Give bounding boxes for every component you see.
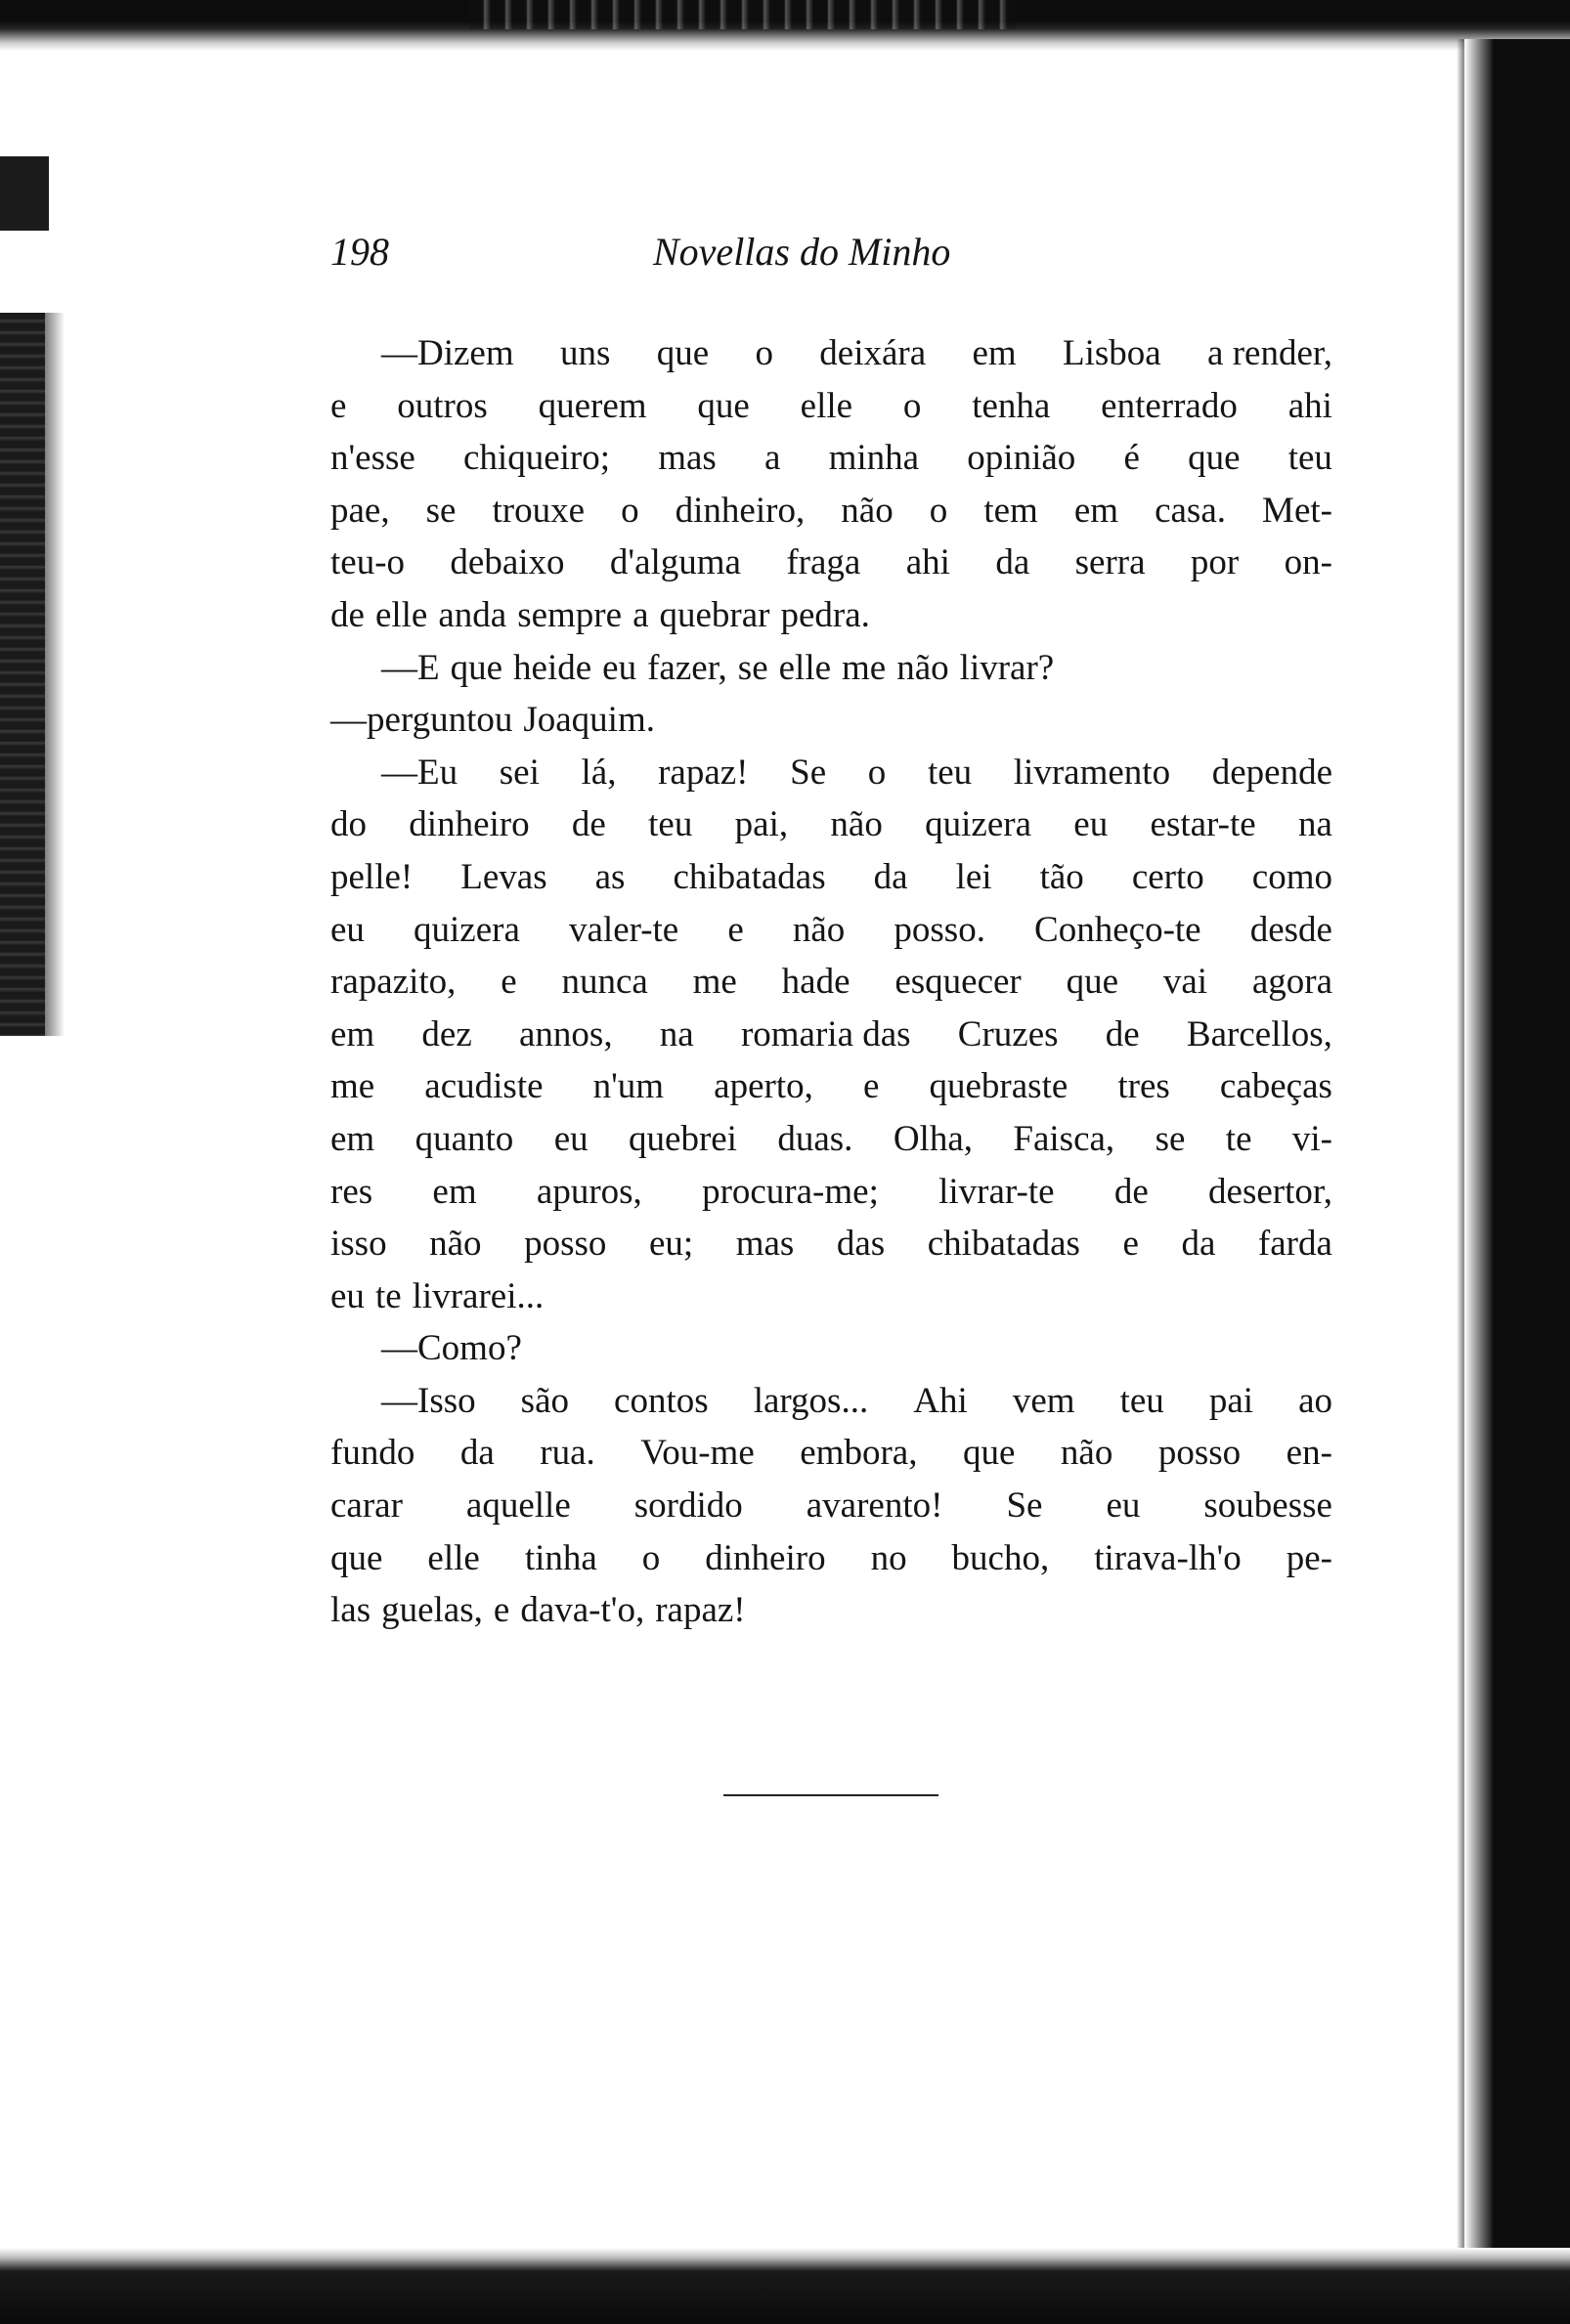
text-line	[330, 747, 1332, 799]
word: em	[330, 1118, 375, 1159]
word: avarento!	[806, 1485, 943, 1527]
word: não	[429, 1224, 482, 1265]
word: e	[1122, 1224, 1139, 1265]
word: das	[836, 1224, 886, 1265]
word: de	[571, 804, 606, 845]
word: estar-te	[1150, 804, 1256, 845]
word: hade	[781, 962, 850, 1003]
word: en-	[1286, 1433, 1332, 1474]
running-head	[330, 223, 1337, 281]
scan-left-binding-shadow	[0, 313, 45, 1036]
scan-left-fade	[45, 313, 65, 1036]
word: eu	[1106, 1485, 1141, 1527]
word: chiqueiro;	[463, 438, 611, 479]
word: quizera	[925, 804, 1031, 845]
word: em	[330, 1013, 375, 1054]
word: são	[520, 1380, 569, 1421]
word: não	[896, 647, 949, 688]
word: de	[330, 594, 365, 635]
word: rapaz!	[658, 752, 749, 793]
word: teu	[648, 804, 693, 845]
book-title: Novellas do Minho	[653, 230, 951, 274]
word: pae,	[330, 490, 390, 531]
word: depende	[1211, 752, 1332, 793]
word: dinheiro,	[675, 490, 806, 531]
word: de	[1105, 1013, 1140, 1054]
word: romaria das	[740, 1013, 911, 1054]
word: tão	[1039, 856, 1084, 897]
word: se	[737, 647, 768, 688]
word: tem	[983, 490, 1038, 531]
word: elle	[374, 594, 428, 635]
word: por	[1190, 542, 1240, 583]
word: cabeças	[1219, 1066, 1332, 1107]
word: Faisca,	[1013, 1118, 1115, 1159]
word: que	[697, 385, 750, 426]
word: dez	[421, 1013, 472, 1054]
word: —perguntou	[330, 700, 513, 741]
word: Vou-me	[640, 1433, 755, 1474]
word: ao	[1298, 1380, 1332, 1421]
word: eu	[602, 647, 637, 688]
word: a	[632, 594, 649, 635]
word: dava-t'o,	[520, 1590, 645, 1631]
word: anda	[438, 594, 507, 635]
word: —Eu	[381, 752, 458, 793]
text-line	[330, 380, 1332, 433]
text-line	[330, 1113, 1332, 1166]
word: agora	[1251, 962, 1332, 1003]
word: posso	[524, 1224, 607, 1265]
word: vem	[1012, 1380, 1075, 1421]
text-line	[330, 1322, 1332, 1375]
word: fraga	[786, 542, 861, 583]
word: que	[656, 333, 710, 373]
word: ahi	[1287, 385, 1332, 426]
word: quebrei	[629, 1118, 737, 1159]
word: rapazito,	[330, 962, 457, 1003]
word: as	[594, 856, 626, 897]
word: dinheiro	[409, 804, 530, 845]
word: se	[1155, 1118, 1186, 1159]
word: trouxe	[492, 490, 586, 531]
word: Cruzes	[957, 1013, 1059, 1054]
word: —E	[381, 647, 440, 688]
word: teu	[927, 752, 973, 793]
word: quizera	[414, 909, 520, 950]
word: mas	[658, 438, 717, 479]
text-line	[330, 1480, 1332, 1532]
word: me	[842, 647, 887, 688]
word: a render,	[1207, 333, 1332, 373]
word: Ahi	[913, 1380, 968, 1421]
text-line	[330, 642, 1332, 695]
text-line	[330, 1532, 1332, 1585]
scan-right-edge	[1494, 39, 1570, 2324]
word: mas	[735, 1224, 795, 1265]
word: quanto	[414, 1118, 514, 1159]
word: em	[972, 333, 1017, 373]
word: annos,	[519, 1013, 613, 1054]
word: lei	[955, 856, 992, 897]
word: teu	[1287, 438, 1332, 479]
word: o	[867, 752, 887, 793]
word: querem	[538, 385, 647, 426]
word: o	[902, 385, 922, 426]
word: na	[1297, 804, 1332, 845]
word: tenha	[972, 385, 1051, 426]
word: Levas	[460, 856, 547, 897]
word: d'alguma	[609, 542, 741, 583]
word: on-	[1284, 542, 1332, 583]
word: apuros,	[536, 1171, 642, 1212]
word: não	[841, 490, 894, 531]
word: da	[459, 1433, 495, 1474]
word: ahi	[905, 542, 950, 583]
word: eu;	[648, 1224, 694, 1265]
word: eu	[330, 909, 365, 950]
word: o	[755, 333, 773, 373]
scan-top-smear	[469, 0, 1017, 29]
word: tirava-lh'o	[1094, 1537, 1242, 1578]
text-line	[330, 432, 1332, 485]
word: sei	[499, 752, 540, 793]
word: livramento	[1013, 752, 1171, 793]
word: heide	[513, 647, 592, 688]
body-text	[330, 327, 1332, 1637]
word: Lisboa	[1063, 333, 1161, 373]
word: guelas,	[381, 1590, 483, 1631]
word: que	[450, 647, 503, 688]
text-line	[330, 1375, 1332, 1428]
word: desertor,	[1208, 1171, 1332, 1212]
word: livrarei...	[412, 1275, 545, 1316]
word: no	[870, 1537, 907, 1578]
word: contos	[614, 1380, 709, 1421]
word: vai	[1162, 962, 1208, 1003]
word: posso.	[894, 909, 985, 950]
word: —Como?	[381, 1328, 522, 1369]
text-line	[330, 589, 1332, 642]
text-line	[330, 798, 1332, 851]
text-line	[330, 1166, 1332, 1219]
word: e	[727, 909, 744, 950]
word: duas.	[777, 1118, 853, 1159]
word: eu	[553, 1118, 589, 1159]
word: te	[374, 1275, 402, 1316]
word: do	[330, 804, 367, 845]
word: outros	[397, 385, 488, 426]
word: livrar?	[959, 647, 1055, 688]
word: pai	[1208, 1380, 1254, 1421]
word: acudiste	[424, 1066, 544, 1107]
word: carar	[330, 1485, 403, 1527]
word: soubesse	[1203, 1485, 1332, 1527]
word: elle	[800, 385, 853, 426]
word: vi-	[1291, 1118, 1332, 1159]
word: tinha	[524, 1537, 597, 1578]
word: nunca	[561, 962, 648, 1003]
word: lá,	[581, 752, 617, 793]
word: te	[1225, 1118, 1252, 1159]
word: da	[873, 856, 908, 897]
word: elle	[778, 647, 832, 688]
word: que	[330, 1537, 383, 1578]
word: que	[1188, 438, 1241, 479]
word: o	[641, 1537, 661, 1578]
word: pedra.	[780, 594, 870, 635]
word: que	[1066, 962, 1118, 1003]
text-line	[330, 1427, 1332, 1480]
word: e	[501, 962, 517, 1003]
word: chibatadas	[673, 856, 826, 897]
word: farda	[1257, 1224, 1332, 1265]
word: isso	[330, 1224, 387, 1265]
word: esquecer	[894, 962, 1022, 1003]
text-line	[330, 851, 1332, 904]
word: las	[330, 1590, 371, 1631]
text-line	[330, 1270, 1332, 1323]
word: debaixo	[450, 542, 565, 583]
word: opinião	[967, 438, 1076, 479]
word: res	[330, 1171, 373, 1212]
word: pai,	[734, 804, 789, 845]
word: posso	[1157, 1433, 1242, 1474]
word: que	[962, 1433, 1016, 1474]
word: não	[1060, 1433, 1113, 1474]
text-line	[330, 904, 1332, 957]
word: se	[425, 490, 457, 531]
word: deixára	[819, 333, 927, 373]
text-line	[330, 1009, 1332, 1061]
word: teu-o	[330, 542, 406, 583]
word: me	[692, 962, 737, 1003]
word: Se	[790, 752, 827, 793]
scan-right-gutter	[1464, 39, 1494, 2324]
word: valer-te	[569, 909, 679, 950]
word: procura-me;	[702, 1171, 879, 1212]
word: Conheço-te	[1034, 909, 1201, 950]
word: da	[1181, 1224, 1216, 1265]
text-line	[330, 694, 1332, 747]
word: rua.	[540, 1433, 595, 1474]
word: e	[493, 1590, 510, 1631]
word: o	[929, 490, 948, 531]
word: não	[830, 804, 883, 845]
word: embora,	[800, 1433, 918, 1474]
word: pelle!	[330, 856, 414, 897]
word: Olha,	[893, 1118, 974, 1159]
word: bucho,	[951, 1537, 1050, 1578]
word: minha	[828, 438, 920, 479]
word: sordido	[633, 1485, 743, 1527]
word: —Isso	[381, 1380, 476, 1421]
word: chibatadas	[927, 1224, 1080, 1265]
text-line	[330, 485, 1332, 538]
text-line	[330, 1584, 1332, 1637]
word: certo	[1131, 856, 1204, 897]
word: da	[995, 542, 1030, 583]
word: e	[862, 1066, 880, 1107]
word: em	[1073, 490, 1119, 531]
text-line	[330, 956, 1332, 1009]
word: livrar-te	[938, 1171, 1055, 1212]
word: eu	[330, 1275, 365, 1316]
word: o	[621, 490, 639, 531]
scan-left-mark	[0, 156, 49, 231]
word: elle	[427, 1537, 480, 1578]
word: n'um	[592, 1066, 665, 1107]
word: desde	[1249, 909, 1332, 950]
word: não	[792, 909, 846, 950]
word: Met-	[1262, 490, 1332, 531]
word: de	[1113, 1171, 1149, 1212]
word: aperto,	[714, 1066, 813, 1107]
word: me	[330, 1066, 375, 1107]
word: tres	[1117, 1066, 1170, 1107]
word: eu	[1073, 804, 1109, 845]
word: fazer,	[647, 647, 727, 688]
page-number: 198	[330, 230, 389, 274]
word: quebrar	[659, 594, 770, 635]
word: rapaz!	[655, 1590, 746, 1631]
word: serra	[1074, 542, 1146, 583]
word: dinheiro	[705, 1537, 826, 1578]
word: em	[432, 1171, 477, 1212]
word: Joaquim.	[523, 700, 655, 741]
text-line	[330, 537, 1332, 589]
word: como	[1251, 856, 1332, 897]
word: —Dizem	[381, 333, 514, 373]
text-line	[330, 1060, 1332, 1113]
word: a	[764, 438, 781, 479]
word: uns	[559, 333, 611, 373]
word: aquelle	[465, 1485, 571, 1527]
scan-bottom-shadow	[0, 2248, 1570, 2324]
word: teu	[1119, 1380, 1164, 1421]
word: n'esse	[330, 438, 415, 479]
word: na	[659, 1013, 694, 1054]
word: sempre	[517, 594, 623, 635]
word: quebraste	[929, 1066, 1068, 1107]
text-line	[330, 1218, 1332, 1270]
word: Se	[1006, 1485, 1043, 1527]
word: é	[1123, 438, 1140, 479]
word: enterrado	[1101, 385, 1238, 426]
word: e	[330, 385, 347, 426]
word: largos...	[753, 1380, 869, 1421]
word: Barcellos,	[1186, 1013, 1332, 1054]
word: pe-	[1286, 1537, 1332, 1578]
word: fundo	[330, 1433, 415, 1474]
end-rule	[723, 1794, 938, 1796]
word: casa.	[1155, 490, 1226, 531]
text-line	[330, 327, 1332, 380]
